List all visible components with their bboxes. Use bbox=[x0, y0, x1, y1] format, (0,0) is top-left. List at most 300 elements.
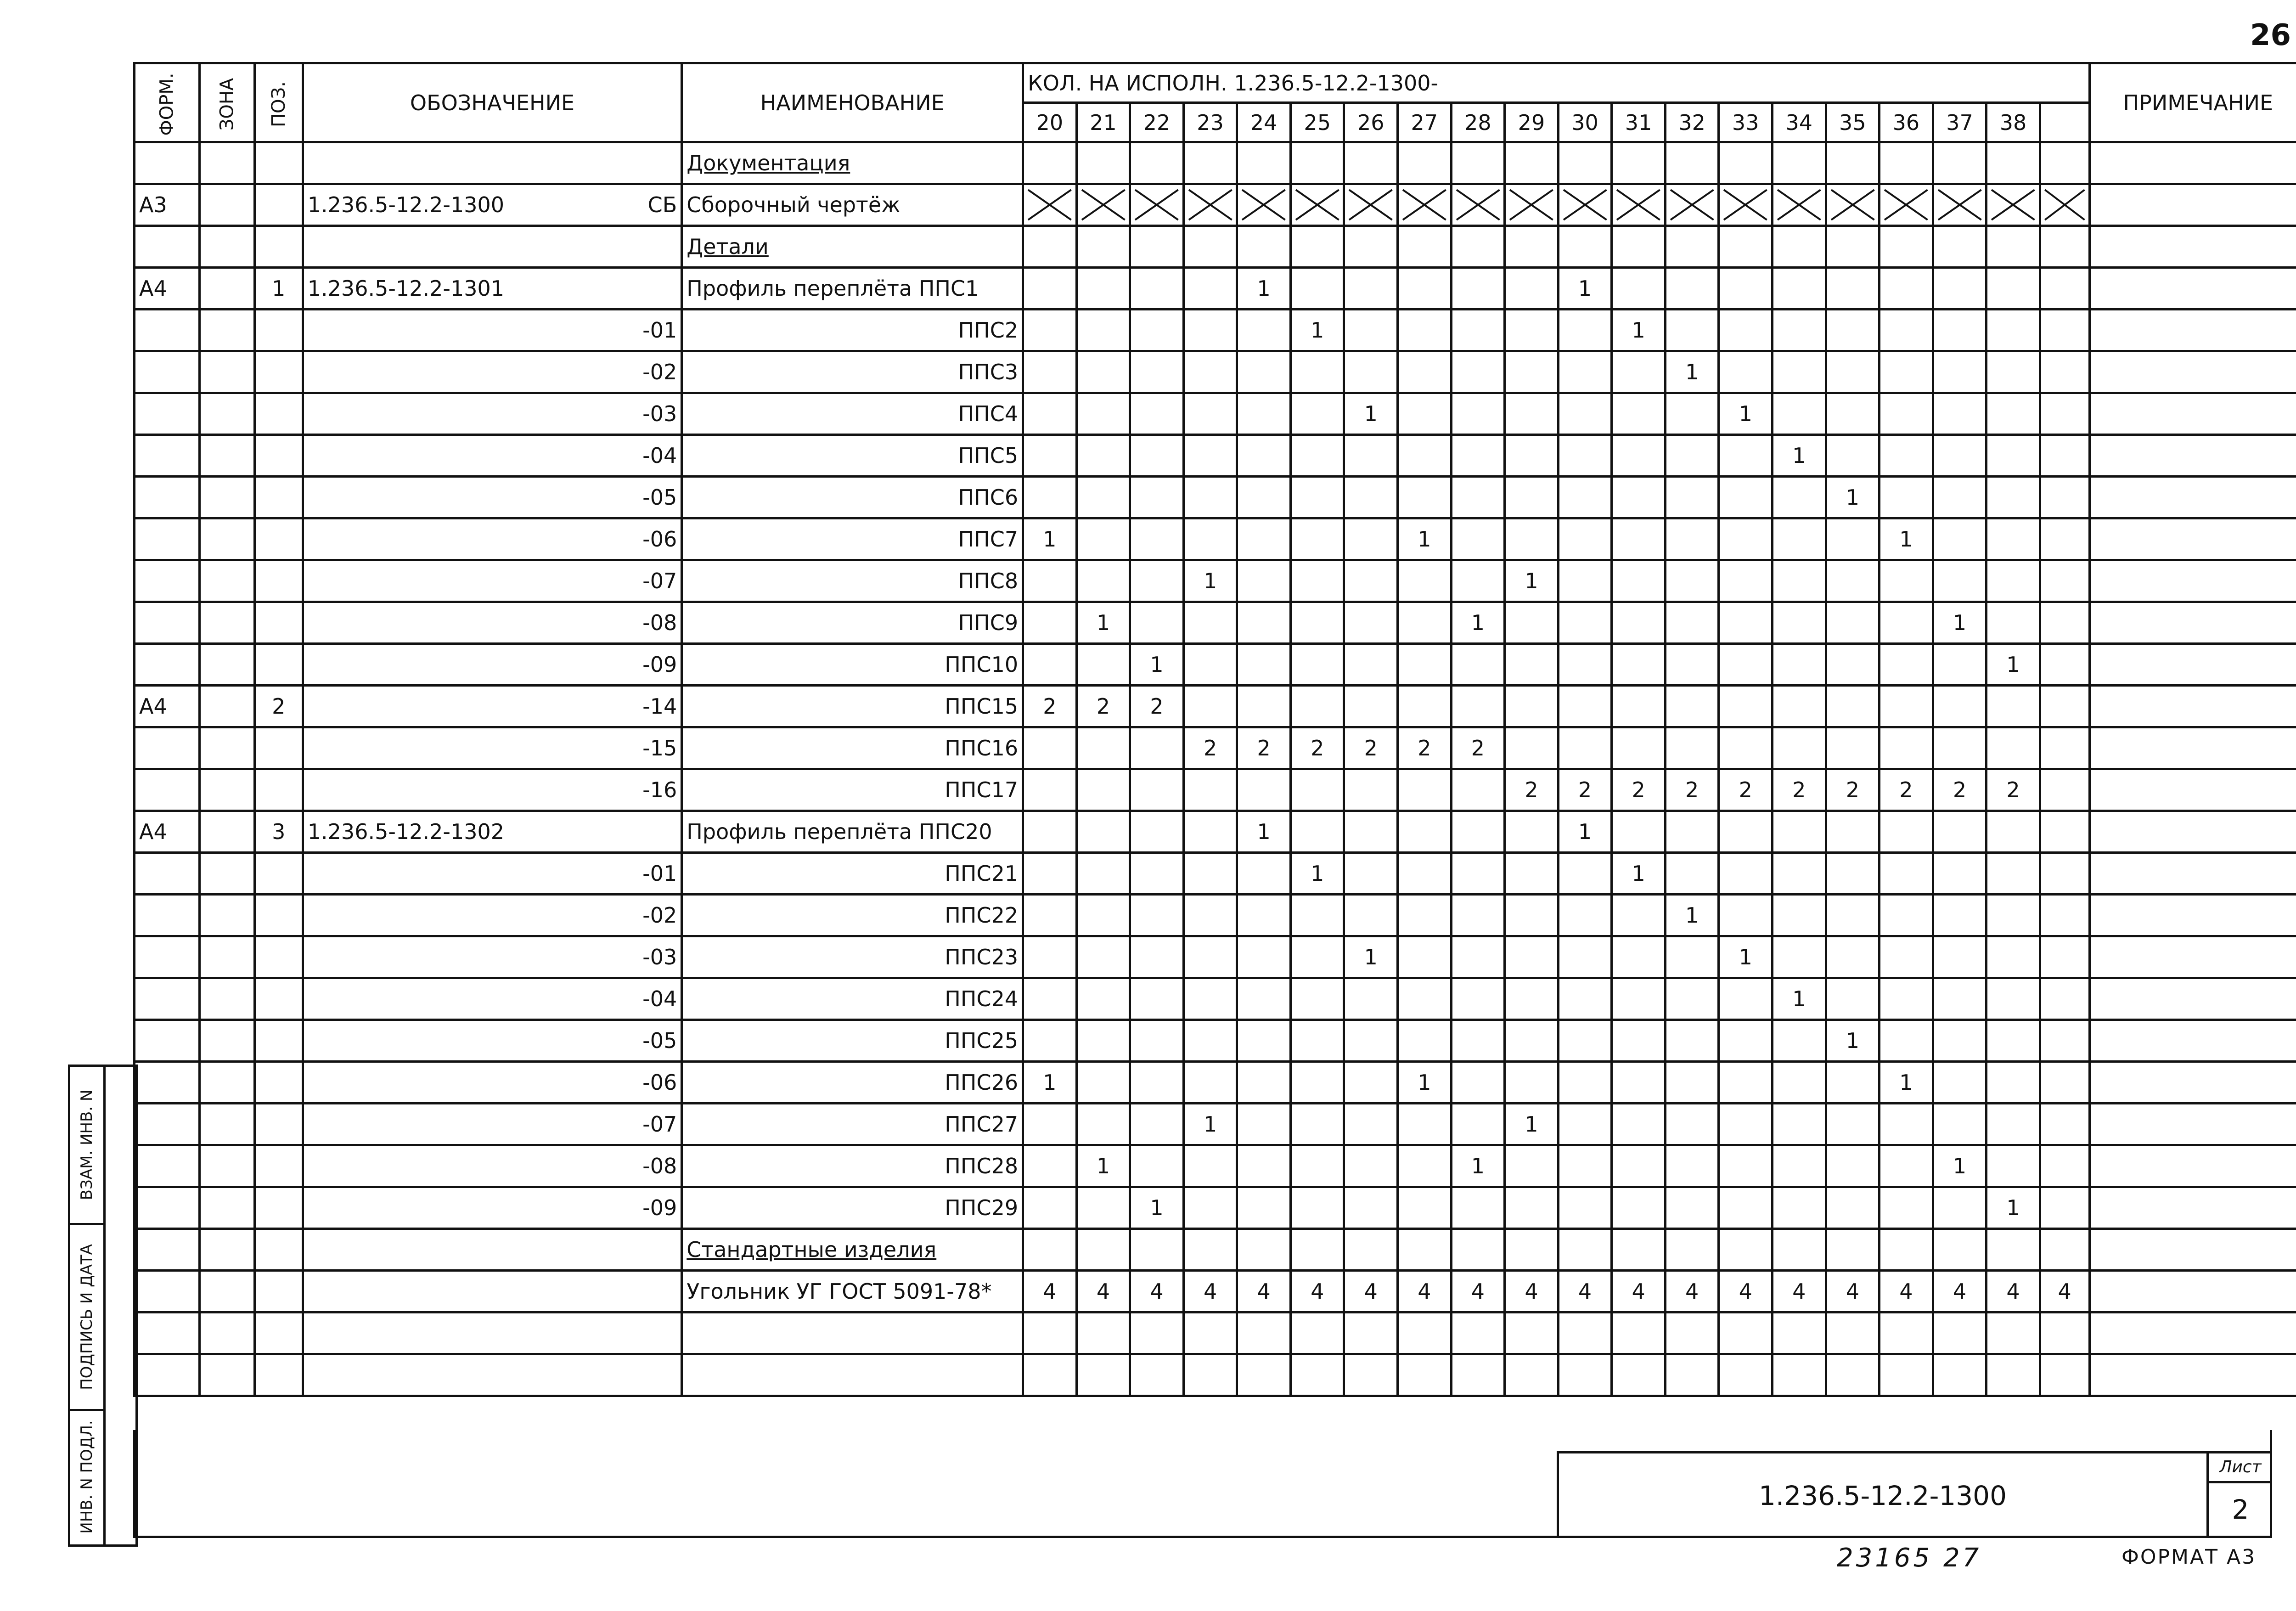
qty-cell bbox=[1719, 518, 1773, 560]
cell-name: Детали bbox=[682, 226, 1023, 268]
qty-cell bbox=[1451, 936, 1505, 978]
qty-cell: 1 bbox=[1451, 1145, 1505, 1187]
qty-cell bbox=[1505, 1187, 1559, 1229]
cell-note bbox=[2089, 1187, 2296, 1229]
qty-cell bbox=[1933, 895, 1986, 936]
qty-cell bbox=[1826, 978, 1880, 1020]
qty-cell bbox=[1986, 936, 2040, 978]
cell-note bbox=[2089, 310, 2296, 351]
header-designation: ОБОЗНАЧЕНИЕ bbox=[303, 63, 682, 142]
cell-name: ППС4 bbox=[682, 393, 1023, 435]
table-row bbox=[135, 1020, 2296, 1062]
qty-cell bbox=[1023, 393, 1077, 435]
qty-cell bbox=[1023, 1354, 1077, 1396]
qty-cell bbox=[1826, 1187, 1880, 1229]
qty-cell bbox=[1558, 978, 1612, 1020]
qty-cell bbox=[1183, 518, 1237, 560]
qty-cell bbox=[1398, 226, 1452, 268]
qty-cell bbox=[1237, 644, 1291, 686]
cell-pos bbox=[254, 978, 303, 1020]
cell-zone bbox=[200, 853, 255, 895]
cell-name: ППС7 bbox=[682, 518, 1023, 560]
qty-cell bbox=[1344, 477, 1398, 518]
qty-cell bbox=[1076, 310, 1130, 351]
qty-cell bbox=[1183, 477, 1237, 518]
qty-cell bbox=[1130, 811, 1184, 853]
qty-cell bbox=[1237, 895, 1291, 936]
qty-cell bbox=[1130, 435, 1184, 477]
qty-cell bbox=[1880, 853, 1933, 895]
qty-cell bbox=[1772, 310, 1826, 351]
qty-cell bbox=[1880, 1354, 1933, 1396]
qty-cell bbox=[1826, 644, 1880, 686]
qty-cell bbox=[1451, 226, 1505, 268]
qty-cell bbox=[1076, 1062, 1130, 1104]
cell-zone bbox=[200, 226, 255, 268]
qty-cell bbox=[1130, 142, 1184, 184]
qty-cell bbox=[1290, 351, 1344, 393]
qty-cell bbox=[1398, 560, 1452, 602]
qty-cell bbox=[1772, 853, 1826, 895]
qty-cell bbox=[1023, 435, 1077, 477]
qty-cell: 1 bbox=[1398, 518, 1452, 560]
cell-zone bbox=[200, 1271, 255, 1312]
qty-cell bbox=[1612, 686, 1666, 727]
cell-name: ППС27 bbox=[682, 1104, 1023, 1145]
qty-cell bbox=[1933, 477, 1986, 518]
cell-pos bbox=[254, 1354, 303, 1396]
qty-cell bbox=[1076, 936, 1130, 978]
qty-cell bbox=[1986, 895, 2040, 936]
qty-cell bbox=[1344, 644, 1398, 686]
qty-cell: 2 bbox=[1772, 769, 1826, 811]
qty-cell bbox=[1505, 644, 1559, 686]
cell-designation: -08 bbox=[303, 1145, 682, 1187]
cell-name: Профиль переплёта ППС20 bbox=[682, 811, 1023, 853]
qty-cell bbox=[1505, 936, 1559, 978]
qty-cell bbox=[1398, 477, 1452, 518]
cross-mark-icon bbox=[1720, 185, 1771, 225]
qty-cell bbox=[1772, 811, 1826, 853]
cell-pos bbox=[254, 393, 303, 435]
qty-cell: 2 bbox=[1076, 686, 1130, 727]
qty-cell bbox=[1612, 1229, 1666, 1271]
qty-cell bbox=[1719, 1187, 1773, 1229]
qty-cell: 2 bbox=[1398, 727, 1452, 769]
qty-cell bbox=[1398, 435, 1452, 477]
qty-cell bbox=[1451, 518, 1505, 560]
qty-cell bbox=[2040, 686, 2089, 727]
qty-cell bbox=[1558, 936, 1612, 978]
qty-cell bbox=[1719, 310, 1773, 351]
table-row bbox=[135, 895, 2296, 936]
cell-form bbox=[135, 1145, 200, 1187]
qty-cell bbox=[1826, 142, 1880, 184]
qty-cell bbox=[1183, 769, 1237, 811]
qty-cell bbox=[1880, 644, 1933, 686]
qty-cell bbox=[1719, 853, 1773, 895]
cell-zone bbox=[200, 1312, 255, 1354]
qty-cell bbox=[1505, 351, 1559, 393]
qty-cell bbox=[1344, 602, 1398, 644]
qty-cell bbox=[1344, 1229, 1398, 1271]
qty-cell bbox=[1880, 393, 1933, 435]
cell-note bbox=[2089, 1354, 2296, 1396]
qty-cell bbox=[1451, 351, 1505, 393]
qty-cell bbox=[1290, 393, 1344, 435]
qty-cell bbox=[1023, 1187, 1077, 1229]
variant-header-cell: 21 bbox=[1076, 103, 1130, 142]
qty-cell bbox=[1772, 226, 1826, 268]
cell-note bbox=[2089, 435, 2296, 477]
cell-zone bbox=[200, 477, 255, 518]
cell-designation: -09 bbox=[303, 644, 682, 686]
cell-designation: 1.236.5-12.2-1302 bbox=[303, 811, 682, 853]
table-row bbox=[135, 1229, 2296, 1271]
variant-header-cell: 36 bbox=[1880, 103, 1933, 142]
qty-cell bbox=[2040, 142, 2089, 184]
cell-pos bbox=[254, 1187, 303, 1229]
cell-name: ППС2 bbox=[682, 310, 1023, 351]
qty-cell bbox=[2040, 1354, 2089, 1396]
cell-name: ППС5 bbox=[682, 435, 1023, 477]
cell-pos bbox=[254, 895, 303, 936]
cell-zone bbox=[200, 769, 255, 811]
qty-cell bbox=[1986, 435, 2040, 477]
qty-cell bbox=[1023, 142, 1077, 184]
qty-cell bbox=[1772, 560, 1826, 602]
qty-cell bbox=[1183, 351, 1237, 393]
qty-cell bbox=[1505, 1312, 1559, 1354]
qty-cell bbox=[1880, 1020, 1933, 1062]
cell-note bbox=[2089, 477, 2296, 518]
variant-header-cell: 32 bbox=[1665, 103, 1719, 142]
qty-cell bbox=[1237, 936, 1291, 978]
cell-name: Документация bbox=[682, 142, 1023, 184]
cell-form bbox=[135, 853, 200, 895]
qty-cell bbox=[1558, 477, 1612, 518]
qty-cell bbox=[1880, 351, 1933, 393]
cell-designation bbox=[303, 1312, 682, 1354]
cell-name: ППС25 bbox=[682, 1020, 1023, 1062]
qty-cell bbox=[1772, 1229, 1826, 1271]
qty-cell bbox=[1290, 686, 1344, 727]
qty-cell bbox=[1558, 895, 1612, 936]
cell-name: Угольник УГ ГОСТ 5091-78* bbox=[682, 1271, 1023, 1312]
table-row bbox=[135, 1104, 2296, 1145]
qty-cell bbox=[1076, 560, 1130, 602]
qty-cell bbox=[2040, 1104, 2089, 1145]
qty-cell bbox=[1986, 560, 2040, 602]
cross-mark bbox=[1237, 184, 1291, 226]
qty-cell: 2 bbox=[1505, 769, 1559, 811]
qty-cell bbox=[1451, 310, 1505, 351]
qty-cell bbox=[1290, 644, 1344, 686]
qty-cell bbox=[1398, 393, 1452, 435]
qty-cell bbox=[1826, 1229, 1880, 1271]
cell-form bbox=[135, 1229, 200, 1271]
qty-cell bbox=[1023, 268, 1077, 310]
table-row bbox=[135, 142, 2296, 184]
cross-mark bbox=[1558, 184, 1612, 226]
qty-cell bbox=[1130, 1312, 1184, 1354]
cell-form bbox=[135, 226, 200, 268]
cell-designation bbox=[303, 1229, 682, 1271]
variant-header-cell bbox=[2040, 103, 2089, 142]
variant-header-cell: 23 bbox=[1183, 103, 1237, 142]
qty-cell: 2 bbox=[1665, 769, 1719, 811]
qty-cell bbox=[1880, 978, 1933, 1020]
qty-cell bbox=[1719, 142, 1773, 184]
qty-cell bbox=[2040, 1062, 2089, 1104]
qty-cell bbox=[1719, 895, 1773, 936]
qty-cell bbox=[1398, 142, 1452, 184]
qty-cell bbox=[1880, 686, 1933, 727]
qty-cell bbox=[1290, 226, 1344, 268]
qty-cell bbox=[1130, 226, 1184, 268]
qty-cell: 4 bbox=[1558, 1271, 1612, 1312]
cell-pos bbox=[254, 560, 303, 602]
qty-cell bbox=[1451, 268, 1505, 310]
cell-zone bbox=[200, 184, 255, 226]
cell-designation: -06 bbox=[303, 1062, 682, 1104]
qty-cell bbox=[1505, 978, 1559, 1020]
qty-cell bbox=[1665, 1104, 1719, 1145]
qty-cell bbox=[1183, 393, 1237, 435]
qty-cell bbox=[1880, 142, 1933, 184]
qty-cell: 1 bbox=[1237, 811, 1291, 853]
qty-cell bbox=[1826, 895, 1880, 936]
cell-zone bbox=[200, 142, 255, 184]
qty-cell: 1 bbox=[1505, 1104, 1559, 1145]
qty-cell bbox=[1130, 393, 1184, 435]
qty-cell bbox=[1183, 1062, 1237, 1104]
table-row bbox=[135, 226, 2296, 268]
qty-cell bbox=[1826, 1145, 1880, 1187]
qty-cell bbox=[1719, 978, 1773, 1020]
cell-designation: -07 bbox=[303, 1104, 682, 1145]
qty-cell bbox=[1237, 978, 1291, 1020]
cross-mark-icon bbox=[1238, 185, 1289, 225]
cell-name: ППС15 bbox=[682, 686, 1023, 727]
qty-cell bbox=[1183, 978, 1237, 1020]
sheet-number: 2 bbox=[2232, 1494, 2249, 1525]
cell-note bbox=[2089, 769, 2296, 811]
qty-cell bbox=[1772, 1062, 1826, 1104]
qty-cell bbox=[1933, 310, 1986, 351]
qty-cell bbox=[1023, 1312, 1077, 1354]
qty-cell bbox=[1344, 811, 1398, 853]
cell-form bbox=[135, 310, 200, 351]
qty-cell bbox=[1612, 602, 1666, 644]
variant-header-cell: 33 bbox=[1719, 103, 1773, 142]
qty-cell bbox=[1076, 393, 1130, 435]
qty-cell bbox=[1237, 1354, 1291, 1396]
cross-mark bbox=[1398, 184, 1452, 226]
qty-cell bbox=[1505, 142, 1559, 184]
qty-cell bbox=[1826, 811, 1880, 853]
qty-cell: 4 bbox=[1665, 1271, 1719, 1312]
qty-cell bbox=[1183, 853, 1237, 895]
qty-cell bbox=[1558, 351, 1612, 393]
table-row bbox=[135, 727, 2296, 769]
table-row bbox=[135, 936, 2296, 978]
qty-cell bbox=[2040, 518, 2089, 560]
cell-pos bbox=[254, 853, 303, 895]
qty-cell bbox=[1826, 1104, 1880, 1145]
qty-cell bbox=[1290, 1187, 1344, 1229]
qty-cell bbox=[1612, 811, 1666, 853]
cell-designation: -05 bbox=[303, 477, 682, 518]
qty-cell bbox=[1558, 1229, 1612, 1271]
variant-header-cell: 29 bbox=[1505, 103, 1559, 142]
qty-cell bbox=[1130, 727, 1184, 769]
qty-cell bbox=[1665, 1312, 1719, 1354]
cell-zone bbox=[200, 351, 255, 393]
cross-mark-icon bbox=[2041, 185, 2088, 225]
cross-mark bbox=[1933, 184, 1986, 226]
cell-pos: 2 bbox=[254, 686, 303, 727]
cell-form bbox=[135, 895, 200, 936]
table-row bbox=[135, 1062, 2296, 1104]
cell-zone bbox=[200, 1104, 255, 1145]
qty-cell bbox=[1398, 1312, 1452, 1354]
qty-cell: 1 bbox=[1772, 978, 1826, 1020]
cell-name: ППС26 bbox=[682, 1062, 1023, 1104]
header-zone: ЗОНА bbox=[200, 63, 255, 142]
cell-note bbox=[2089, 560, 2296, 602]
qty-cell bbox=[1398, 895, 1452, 936]
qty-cell: 4 bbox=[1023, 1271, 1077, 1312]
qty-cell bbox=[1933, 686, 1986, 727]
qty-cell bbox=[1986, 1145, 2040, 1187]
qty-cell bbox=[1826, 602, 1880, 644]
qty-cell bbox=[1183, 1229, 1237, 1271]
qty-cell bbox=[1183, 1354, 1237, 1396]
cell-note bbox=[2089, 936, 2296, 978]
qty-cell bbox=[1665, 1229, 1719, 1271]
qty-cell bbox=[2040, 226, 2089, 268]
qty-cell bbox=[1290, 811, 1344, 853]
cell-form bbox=[135, 1312, 200, 1354]
sheet-box bbox=[2206, 1453, 2272, 1538]
qty-cell bbox=[1076, 1187, 1130, 1229]
qty-cell bbox=[1665, 602, 1719, 644]
qty-cell bbox=[1826, 268, 1880, 310]
qty-cell bbox=[1612, 644, 1666, 686]
margin-cell-inv: ИНВ. N ПОДЛ. bbox=[78, 1419, 96, 1534]
cell-pos bbox=[254, 936, 303, 978]
cell-name: ППС21 bbox=[682, 853, 1023, 895]
qty-cell bbox=[1505, 1229, 1559, 1271]
qty-cell: 4 bbox=[1398, 1271, 1452, 1312]
qty-cell bbox=[1665, 811, 1719, 853]
cell-pos: 1 bbox=[254, 268, 303, 310]
cell-form bbox=[135, 393, 200, 435]
cross-mark-icon bbox=[1506, 185, 1557, 225]
qty-cell: 4 bbox=[1130, 1271, 1184, 1312]
variant-header-cell: 20 bbox=[1023, 103, 1077, 142]
cell-zone bbox=[200, 1354, 255, 1396]
qty-cell: 1 bbox=[1986, 644, 2040, 686]
qty-cell bbox=[1130, 477, 1184, 518]
cell-form bbox=[135, 936, 200, 978]
cell-zone bbox=[200, 936, 255, 978]
qty-cell bbox=[1076, 1104, 1130, 1145]
qty-cell bbox=[1344, 1020, 1398, 1062]
cell-form bbox=[135, 518, 200, 560]
qty-cell bbox=[1451, 560, 1505, 602]
cell-designation: -04 bbox=[303, 435, 682, 477]
cell-pos bbox=[254, 226, 303, 268]
cross-mark-icon bbox=[1880, 185, 1932, 225]
qty-cell bbox=[1612, 477, 1666, 518]
qty-cell bbox=[1880, 1145, 1933, 1187]
qty-cell bbox=[1880, 310, 1933, 351]
cell-pos bbox=[254, 1062, 303, 1104]
qty-cell bbox=[1719, 811, 1773, 853]
qty-cell: 2 bbox=[1826, 769, 1880, 811]
qty-cell bbox=[1451, 1062, 1505, 1104]
table-row bbox=[135, 811, 2296, 853]
qty-cell bbox=[1344, 686, 1398, 727]
header-form: ФОРМ. bbox=[135, 63, 200, 142]
qty-cell bbox=[1183, 310, 1237, 351]
qty-cell bbox=[1612, 351, 1666, 393]
qty-cell: 1 bbox=[1612, 853, 1666, 895]
qty-cell bbox=[1986, 811, 2040, 853]
cell-note bbox=[2089, 184, 2296, 226]
cell-designation: -09 bbox=[303, 1187, 682, 1229]
qty-cell bbox=[1023, 351, 1077, 393]
qty-cell bbox=[1933, 978, 1986, 1020]
qty-cell: 1 bbox=[1130, 1187, 1184, 1229]
qty-cell bbox=[1344, 978, 1398, 1020]
qty-cell bbox=[1023, 727, 1077, 769]
cell-pos bbox=[254, 1104, 303, 1145]
qty-cell bbox=[1130, 351, 1184, 393]
qty-cell bbox=[1880, 727, 1933, 769]
qty-cell bbox=[1023, 477, 1077, 518]
qty-cell bbox=[1826, 686, 1880, 727]
qty-cell bbox=[1826, 560, 1880, 602]
cell-form bbox=[135, 1187, 200, 1229]
qty-cell: 2 bbox=[1344, 727, 1398, 769]
cell-zone bbox=[200, 895, 255, 936]
qty-cell bbox=[1558, 1020, 1612, 1062]
qty-cell bbox=[1986, 978, 2040, 1020]
qty-cell bbox=[1612, 1020, 1666, 1062]
qty-cell bbox=[1130, 560, 1184, 602]
qty-cell bbox=[1986, 727, 2040, 769]
cross-mark bbox=[1986, 184, 2040, 226]
qty-cell bbox=[1880, 1187, 1933, 1229]
qty-cell bbox=[1612, 393, 1666, 435]
qty-cell: 1 bbox=[1076, 1145, 1130, 1187]
qty-cell bbox=[1505, 686, 1559, 727]
qty-cell bbox=[1880, 936, 1933, 978]
qty-cell bbox=[1880, 602, 1933, 644]
qty-cell bbox=[1986, 686, 2040, 727]
cell-designation bbox=[303, 142, 682, 184]
qty-cell bbox=[1719, 226, 1773, 268]
qty-cell bbox=[1398, 936, 1452, 978]
qty-cell bbox=[1237, 1145, 1291, 1187]
qty-cell bbox=[1290, 1062, 1344, 1104]
cell-zone bbox=[200, 1020, 255, 1062]
qty-cell bbox=[1290, 602, 1344, 644]
cell-name: ППС17 bbox=[682, 769, 1023, 811]
